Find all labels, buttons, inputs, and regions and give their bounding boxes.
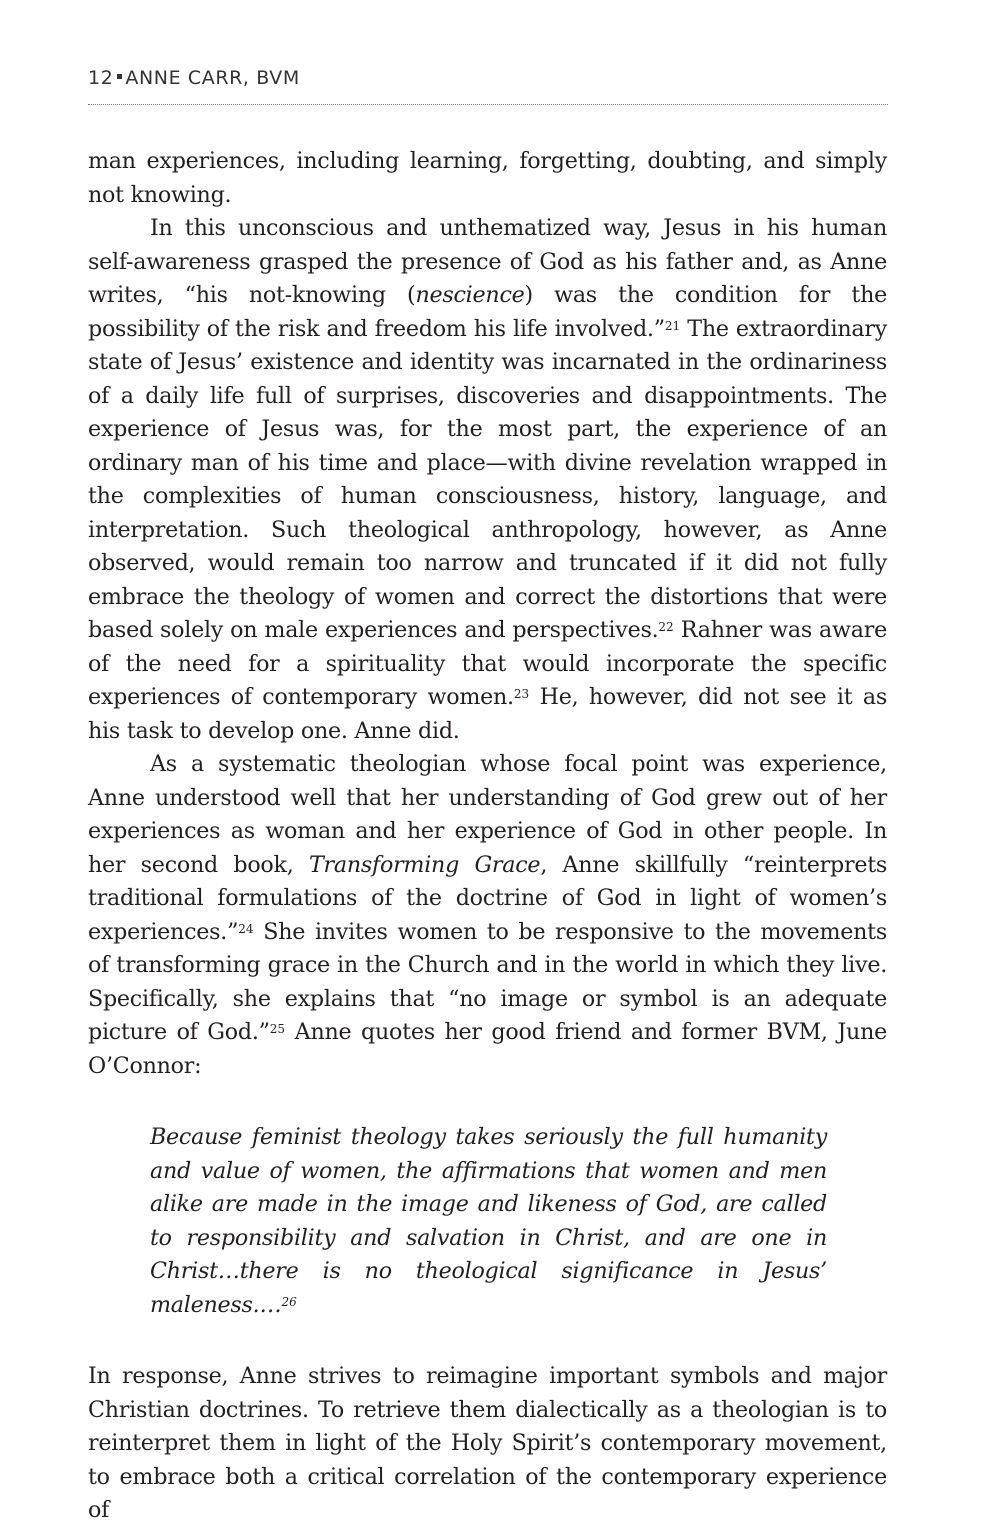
running-head-author: ANNE CARR, BVM	[125, 67, 300, 89]
paragraph-jesus-self-awareness: In this unconscious and unthematized way, Jesus in his human self-awareness grasped the presence of God as his father and, as Anne writes, “his not-knowing (nescience) was the condition for the possibility of the risk and freedom his life involved.”$^{21}$ The extraordinary state of Jesus’ existence and identity was incarnated in the ordinariness of a daily life full of surprises, discoveries and disappointments. The experience of Jesus was, for the most part, the experience of an ordinary man of his time and place—with divine revelation wrapped in the complexities of human consciousness, history, language, and interpretation. Such theological anthropology, however, as Anne observed, would remain too narrow and truncated if it did not fully embrace the theology of women and correct the distortions that were based solely on male experiences and perspectives.$^{22}$ Rahner was aware of the need for a spirituality that would incorporate the specific experiences of contemporary women.$^{23}$ He, however, did not see it as his task to develop one. Anne did.	[88, 215, 887, 744]
book-title: Transforming Grace	[308, 851, 541, 878]
paragraph-continuation: man experiences, including learning, forgetting, doubting, and simply not knowing.	[88, 148, 887, 208]
footnote-ref-26[interactable]: 26	[281, 1294, 297, 1309]
footnote-ref-25[interactable]: 25	[269, 1022, 286, 1036]
separator-dot-icon	[117, 74, 122, 79]
block-quote: Because feminist theology takes seriously the full humanity and value of women, the affirmations that women and men alike are made in the image and likeness of God, are called to responsibility and salvation in Christ, and are one in Christ…there is no theological significance in Jesus’ maleness.…$^{26}$	[150, 1124, 827, 1318]
footnote-ref-23[interactable]: 23	[513, 687, 530, 701]
footnote-ref-21[interactable]: 21	[664, 318, 681, 333]
running-head	[88, 64, 888, 105]
page-number: 12	[88, 67, 114, 89]
footnote-ref-24[interactable]: 24	[238, 921, 254, 936]
body-text	[88, 145, 887, 1528]
paragraph-in-response: In response, Anne strives to reimagine important symbols and major Christian doctrines. To retrieve them dialectically as a theologian is to reinterpret them in light of the Holy Spirit’s contemporary movement, to embrace both a critical correlation of the contemporary experience of	[88, 1363, 887, 1523]
running-head-text	[88, 67, 300, 89]
italic-term: nescience	[415, 282, 525, 308]
footnote-ref-22[interactable]: 22	[658, 620, 674, 634]
paragraph-systematic-theologian: As a systematic theologian whose focal point was experience, Anne understood well that her understanding of God grew out of her experiences as woman and her experience of God in other people. In her second book, Transforming Grace, Anne skillfully “reinterprets traditional formulations of the doctrine of God in light of women’s experiences.”$^{24}$ She invites women to be responsive to the movements of transforming grace in the Church and in the world in which they live. Specifically, she explains that “no image or symbol is an adequate picture of God.”$^{25}$ Anne quotes her good friend and former BVM, June O’Connor:	[88, 751, 887, 1079]
